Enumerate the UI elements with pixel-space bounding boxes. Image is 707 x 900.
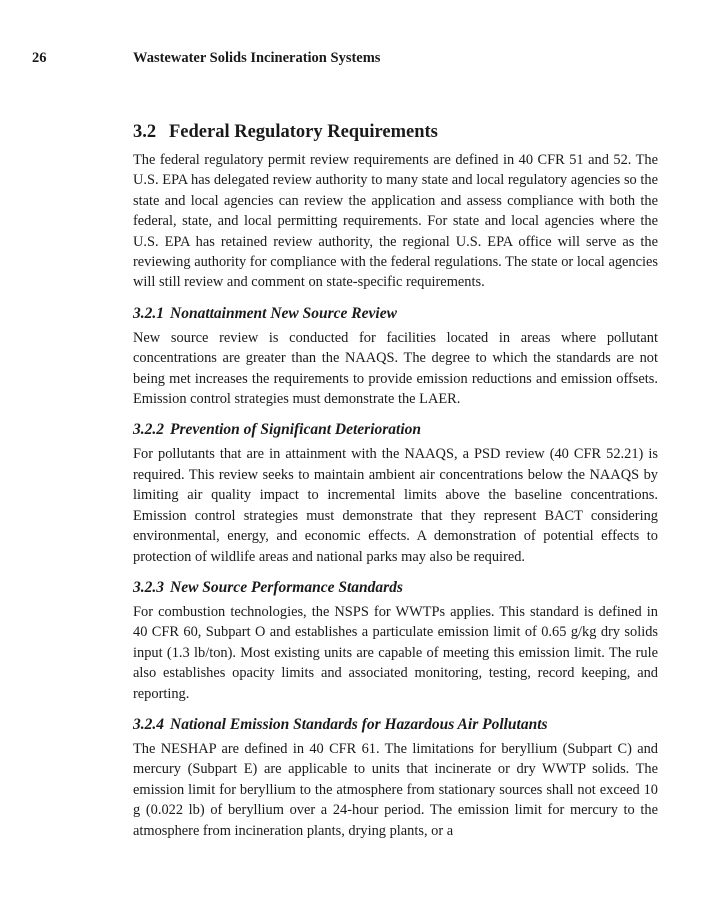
running-head (0, 50, 707, 70)
page-number: 26 (32, 50, 47, 66)
subsection-number: 3.2.4 (133, 715, 164, 733)
subsection-paragraph: New source review is conducted for facilities located in areas where pollutant concentrations are greater than the NAAQS. The degree to which the standards are not being met increases the requirements to provide emission reductions and emission offsets. Emission control strategies must demonstrate the LAER. (133, 329, 658, 408)
subsection-number: 3.2.3 (133, 578, 164, 596)
subsection-title: New Source Performance Standards (170, 578, 403, 596)
subsection-paragraph: For pollutants that are in attainment with the NAAQS, a PSD review (40 CFR 52.21) is required. This review seeks to maintain ambient air concentrations below the NAAQS by limiting air quality impact to incremental limits above the baseline concentrations. Emission control strategies must demonstrate that they represent BACT considering environmental, energy, and economic effects. A demonstration of potential effects to protection of wildlife areas and national parks may also be required. (133, 446, 658, 565)
subsection-number: 3.2.2 (133, 421, 164, 439)
subsection-number: 3.2.1 (133, 304, 164, 322)
subsection-heading (133, 419, 658, 441)
section-heading (133, 120, 658, 144)
section-title: Federal Regulatory Requirements (169, 122, 438, 142)
subsection-heading (133, 714, 658, 736)
subsection-title: Nonattainment New Source Review (170, 304, 397, 322)
subsection-heading (133, 303, 658, 325)
subsection-title: National Emission Standards for Hazardous Air Pollutants (170, 715, 548, 733)
page-content (133, 120, 658, 851)
subsection-heading (133, 577, 658, 599)
subsection-title: Prevention of Significant Deterioration (170, 421, 422, 439)
section-paragraph: The federal regulatory permit review requirements are defined in 40 CFR 51 and 52. The U.S. EPA has delegated review authority to many state and local regulatory agencies so the state and local agencies can review the application and assess compliance with both the federal, state, and local permitting requirements. For state and local agencies where the U.S. EPA has retained review authority, the regional U.S. EPA office will serve as the reviewing authority for compliance with the federal regulations. The state or local agencies will still review and comment on state-specific requirements. (133, 152, 658, 291)
subsection-paragraph: For combustion technologies, the NSPS for WWTPs applies. This standard is defined in 40 CFR 60, Subpart O and establishes a particulate emission limit of 0.65 g/kg dry solids input (1.3 lb/ton). Most existing units are capable of meeting this emission limit. The rule also establishes opacity limits and associated monitoring, testing, record keeping, and reporting. (133, 603, 658, 702)
subsection-paragraph: The NESHAP are defined in 40 CFR 61. The limitations for beryllium (Subpart C) and mercury (Subpart E) are applicable to units that incinerate or dry WWTP solids. The emission limit for beryllium to the atmosphere from stationary sources shall not exceed 10 g (0.022 lb) of beryllium over a 24-hour period. The emission limit for mercury to the atmosphere from incineration plants, drying plants, or a (133, 740, 658, 839)
running-title: Wastewater Solids Incineration Systems (133, 50, 381, 66)
section-number: 3.2 (133, 122, 157, 142)
